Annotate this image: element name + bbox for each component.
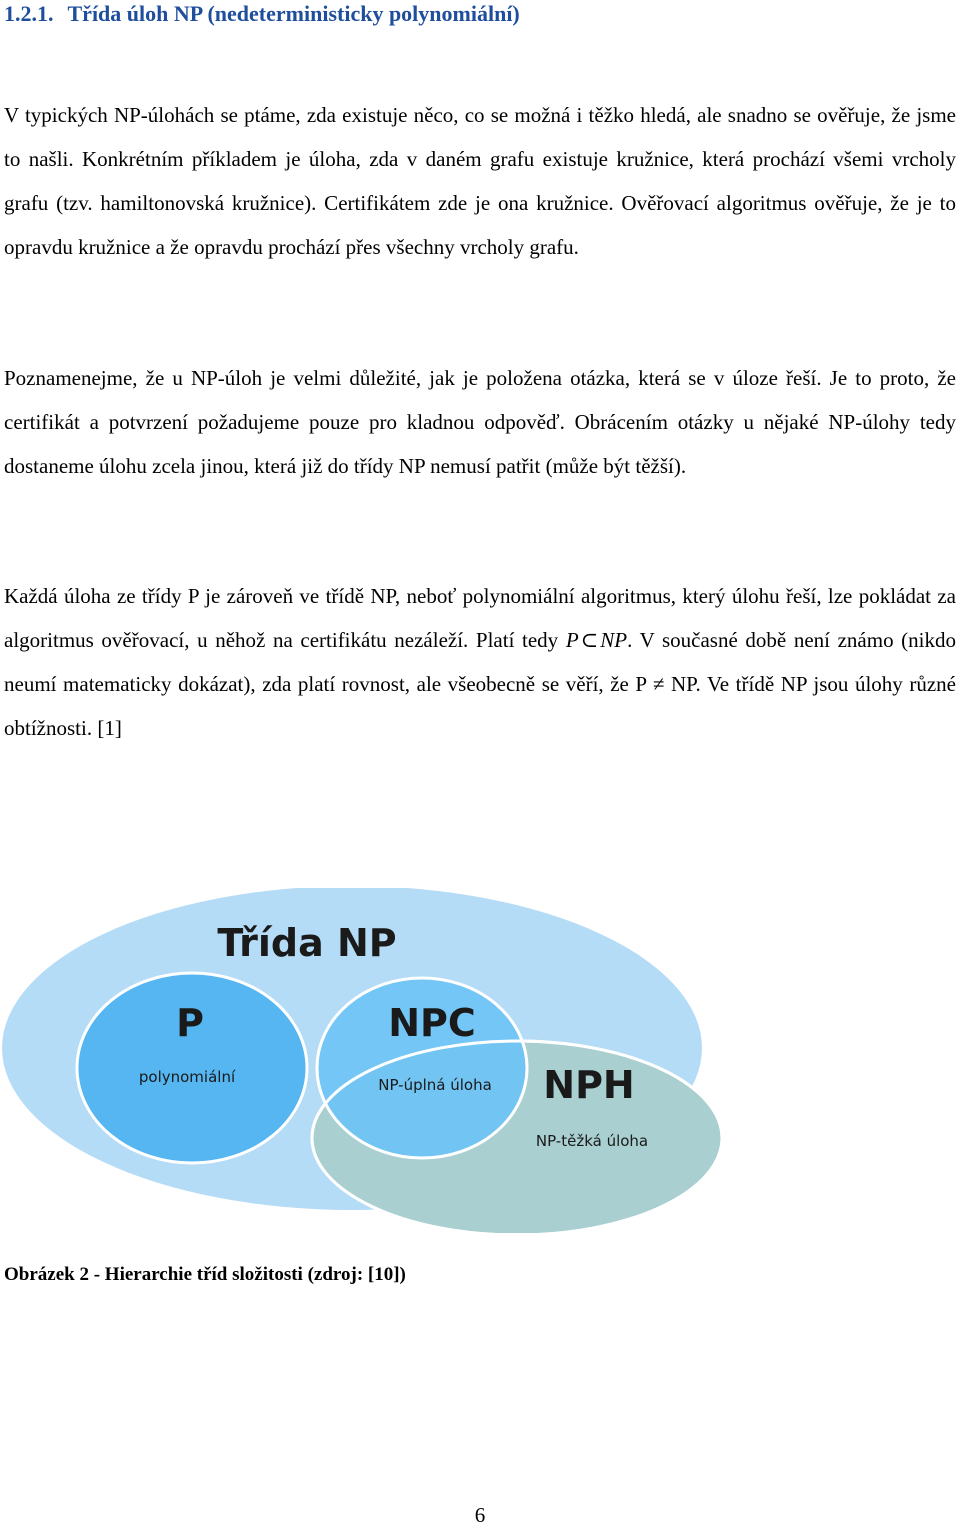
paragraph-np-tasks: V typických NP-úlohách se ptáme, zda existuje něco, co se možná i těžko hledá, ale snadno se ověřuje, že jsme to našli. Konkrétním příkladem je úloha, zda v daném grafu existuje kružnice, která prochází všemi vrcholy grafu (tzv. hamiltonovská kružnice). Certifikátem zde je ona kružnice. Ověřovací algoritmus ověřuje, že je to opravdu kružnice a že opravdu prochází přes všechny vrcholy grafu. bbox=[4, 103, 956, 259]
section-number: 1.2.1. bbox=[4, 1, 54, 26]
p3-text-before-math: Každá úloha ze třídy P je zároveň ve třídě NP, neboť polynomiální algoritmus, který úlohu řeší, lze pokládat za algoritmus ověřovací, u něhož na certifikátu nezáleží. Platí tedy bbox=[4, 584, 956, 652]
math-p-subset-np bbox=[566, 628, 627, 652]
p-set-sublabel: polynomiální bbox=[138, 1068, 236, 1086]
math-left: P bbox=[565, 628, 579, 652]
nph-set-label: NPH bbox=[543, 1063, 635, 1107]
p3-text-after-math: . V současné době není známo (nikdo neumí matematicky dokázat), zda platí rovnost, ale všeobecně se věří, že P ≠ NP. Ve třídě NP jsou úlohy různé obtížnosti. [1] bbox=[4, 628, 957, 740]
paragraph-p-subset-np bbox=[4, 574, 956, 750]
subset-symbol: ⊂ bbox=[580, 628, 599, 652]
section-title: Třída úloh NP (nedeterministicky polynomiální) bbox=[67, 1, 520, 26]
npc-set-label: NPC bbox=[388, 1001, 476, 1045]
diagram-title: Třída NP bbox=[217, 921, 397, 965]
npc-set-sublabel: NP-úplná úloha bbox=[378, 1076, 492, 1094]
math-right: NP bbox=[600, 628, 628, 652]
complexity-classes-venn-diagram bbox=[2, 888, 772, 1233]
nph-set-sublabel: NP-těžká úloha bbox=[535, 1132, 649, 1150]
figure-caption: Obrázek 2 - Hierarchie tříd složitosti (zdroj: [10]) bbox=[4, 1264, 406, 1285]
paragraph-question-formulation: Poznamenejme, že u NP-úloh je velmi důležité, jak je položena otázka, která se v úloze řeší. Je to proto, že certifikát a potvrzení požadujeme pouze pro kladnou odpověď. Obrácením otázky u nějaké NP-úlohy tedy dostaneme úlohu zcela jinou, která již do třídy NP nemusí patřit (může být těžší). bbox=[4, 366, 956, 478]
page-number: 6 bbox=[474, 1503, 486, 1527]
p-set-label: P bbox=[176, 1001, 204, 1045]
section-heading bbox=[4, 0, 520, 28]
